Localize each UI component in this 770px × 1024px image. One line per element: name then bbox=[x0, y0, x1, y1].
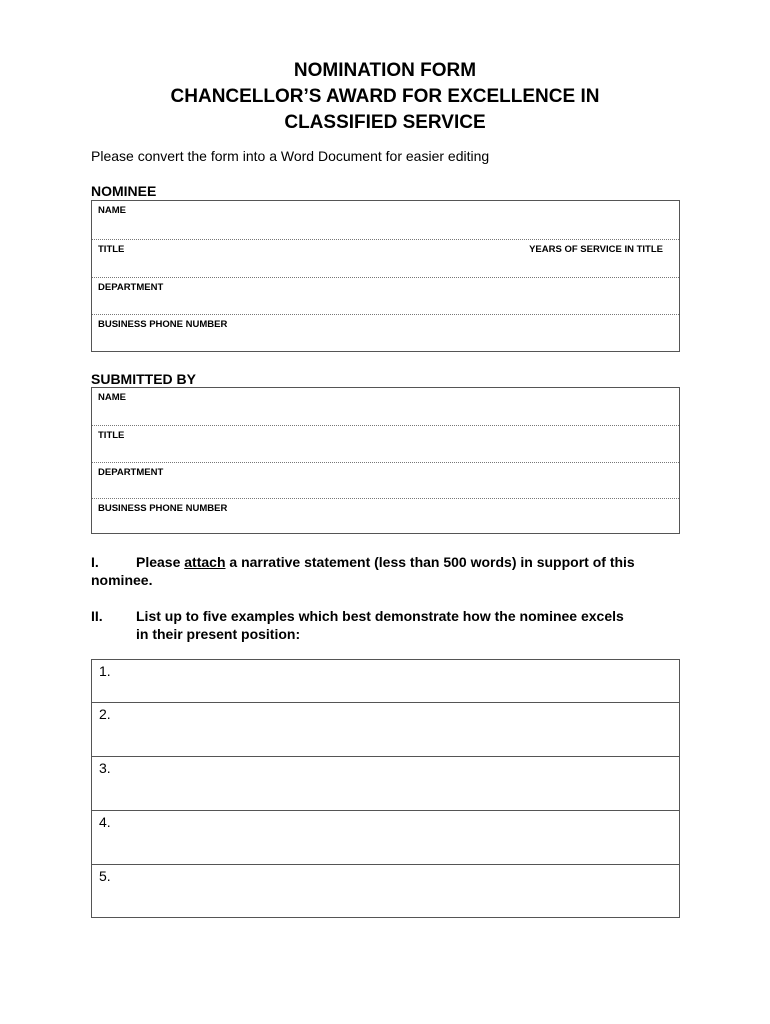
question-1-text-before: Please bbox=[136, 554, 185, 570]
submitted-by-box bbox=[91, 387, 680, 534]
example-row-4[interactable] bbox=[92, 810, 679, 864]
example-row-5[interactable] bbox=[92, 864, 679, 917]
example-number-2: 2. bbox=[99, 706, 111, 722]
question-1-continuation: nominee. bbox=[91, 572, 153, 588]
example-number-4: 4. bbox=[99, 814, 111, 830]
nominee-phone-label: BUSINESS PHONE NUMBER bbox=[98, 319, 228, 330]
nominee-title-field[interactable] bbox=[92, 239, 679, 277]
examples-box bbox=[91, 659, 680, 918]
nominee-department-label: DEPARTMENT bbox=[98, 282, 164, 293]
instruction-text: Please convert the form into a Word Document for easier editing bbox=[91, 148, 490, 164]
form-title bbox=[0, 58, 770, 136]
question-1-underlined: attach bbox=[184, 554, 226, 570]
question-2-number: II. bbox=[91, 608, 103, 624]
example-number-3: 3. bbox=[99, 760, 111, 776]
nominee-department-field[interactable] bbox=[92, 277, 679, 314]
submitter-name-field[interactable] bbox=[92, 388, 679, 425]
submitter-title-label: TITLE bbox=[98, 430, 125, 441]
nominee-phone-field[interactable] bbox=[92, 314, 679, 351]
example-number-1: 1. bbox=[99, 663, 111, 679]
title-line-2: CHANCELLOR’S AWARD FOR EXCELLENCE IN bbox=[170, 86, 600, 107]
nominee-box bbox=[91, 200, 680, 352]
example-row-3[interactable] bbox=[92, 756, 679, 810]
example-row-2[interactable] bbox=[92, 702, 679, 756]
submitter-title-field[interactable] bbox=[92, 425, 679, 462]
submitter-department-field[interactable] bbox=[92, 462, 679, 498]
nominee-name-label: NAME bbox=[98, 205, 126, 216]
nominee-name-field[interactable] bbox=[92, 201, 679, 239]
nominee-heading: NOMINEE bbox=[91, 183, 157, 199]
nominee-years-label: YEARS OF SERVICE IN TITLE bbox=[529, 244, 663, 255]
question-1 bbox=[91, 553, 635, 589]
submitter-phone-label: BUSINESS PHONE NUMBER bbox=[98, 503, 228, 514]
submitted-by-heading: SUBMITTED BY bbox=[91, 371, 196, 387]
question-2-line-1: List up to five examples which best demonstrate how the nominee excels bbox=[136, 608, 624, 624]
question-2-line-2: in their present position: bbox=[136, 626, 301, 642]
title-line-1: NOMINATION FORM bbox=[293, 60, 477, 81]
title-line-3: CLASSIFIED SERVICE bbox=[284, 112, 486, 133]
example-row-1[interactable] bbox=[92, 660, 679, 702]
question-2 bbox=[91, 607, 624, 643]
example-number-5: 5. bbox=[99, 868, 111, 884]
submitter-department-label: DEPARTMENT bbox=[98, 467, 164, 478]
question-1-number: I. bbox=[91, 554, 99, 570]
question-1-text-after: a narrative statement (less than 500 words) in support of this bbox=[225, 554, 635, 570]
submitter-name-label: NAME bbox=[98, 392, 126, 403]
nominee-title-label: TITLE bbox=[98, 244, 125, 255]
submitter-phone-field[interactable] bbox=[92, 498, 679, 533]
